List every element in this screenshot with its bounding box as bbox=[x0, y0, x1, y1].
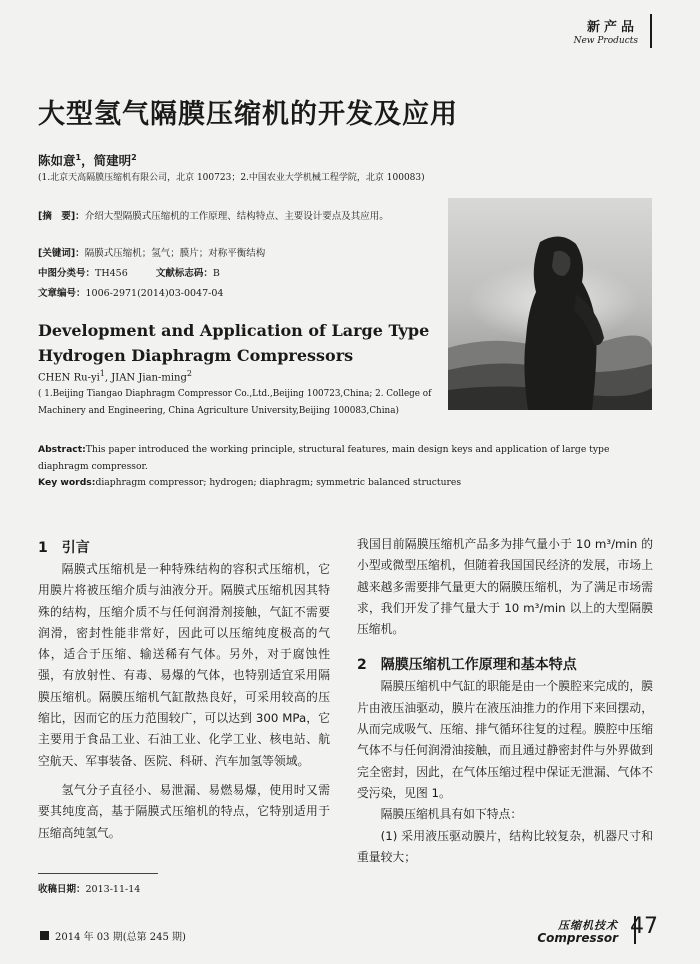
abstract-cn-text: 介绍大型隔膜式压缩机的工作原理、结构特点、主要设计要点及其应用。 bbox=[84, 211, 389, 222]
english-author-separator: , bbox=[104, 372, 112, 384]
section-1-title: 引言 bbox=[61, 540, 90, 556]
english-abstract-text: This paper introduced the working principle, structural features, main design keys and application of large type diaphragm compressor. bbox=[38, 444, 610, 472]
journal-logo-en: Compressor bbox=[537, 931, 618, 945]
section-2-number: 2 bbox=[357, 657, 367, 674]
author-separator: ， bbox=[81, 153, 94, 168]
clc-label: 中图分类号： bbox=[38, 268, 96, 279]
paragraph: 氢气分子直径小、易泄漏、易燃易爆，使用时又需要其纯度高，基于隔膜式压缩机的特点，它特别适用于压缩高纯氢气。 bbox=[38, 782, 330, 840]
section-header bbox=[574, 16, 638, 46]
section-name-en: New Products bbox=[573, 36, 638, 46]
author-1-mark: 1 bbox=[75, 152, 82, 162]
portrait-photo bbox=[448, 198, 652, 410]
received-date-label: 收稿日期： bbox=[38, 884, 86, 895]
classification-line bbox=[38, 265, 438, 279]
author-1: 陈如意 bbox=[38, 153, 76, 168]
english-affiliation: ( 1.Beijing Tiangao Diaphragm Compressor Co.,Ltd.,Beijing 100723,China; 2. College of Machinery and Engineering, China Agriculture University,Beijing 100083,China) bbox=[38, 389, 432, 416]
doc-code-value: B bbox=[212, 268, 220, 279]
paragraph: 隔膜压缩机具有如下特点： bbox=[380, 807, 523, 822]
clc-value: TH456 bbox=[95, 268, 128, 279]
paper-title: 大型氢气隔膜压缩机的开发及应用 bbox=[38, 99, 458, 130]
article-number-value: 1006-2971(2014)03-0047-04 bbox=[85, 288, 224, 299]
paragraph: 隔膜式压缩机是一种特殊结构的容积式压缩机，它用膜片将被压缩介质与油液分开。隔膜式压缩机因其特殊的结构，压缩介质不与任何润滑剂接触，气缸不需要润滑，密封性能非常好，因此可以压缩纯度极高的气体，适合于压缩、输送稀有气体。另外，对于腐蚀性强，有放射性、有毒、易爆的气体，也特别适宜采用隔膜压缩机。隔膜压缩机气缸散热良好，可采用较高的压缩比，因而它的压力范围较广，可以达到 300 MPa，它主要用于食品工业、石油工业、化学工业、核电站、航空航天、军事装备、医院、科研、汽车加氢等领域。 bbox=[38, 562, 330, 768]
english-authors bbox=[38, 369, 192, 383]
journal-logo-cn: 压缩机技术 bbox=[558, 919, 618, 932]
author-2-mark: 2 bbox=[131, 152, 137, 162]
footnote-rule bbox=[38, 873, 158, 874]
paragraph: 隔膜压缩机中气缸的职能是由一个膜腔来完成的，膜片由液压油驱动，膜片在液压油推力的作用下来回摆动，从而完成吸气、压缩、排气循环往复的过程。膜腔中压缩气体不与任何润滑油接触，而且通过静密封件与外界做到完全密封，因此，在气体压缩过程中保证无泄漏、气体不受污染，见图 1。 bbox=[357, 679, 653, 800]
doc-code-label: 文献标志码： bbox=[155, 268, 213, 279]
english-author-2: JIAN Jian-ming bbox=[111, 372, 187, 384]
issue-text: 2014 年 03 期(总第 245 期) bbox=[55, 932, 186, 943]
english-keywords bbox=[38, 475, 656, 492]
left-column bbox=[38, 537, 330, 844]
authors bbox=[38, 151, 137, 169]
black-square-icon bbox=[40, 931, 49, 940]
portrait-photo-graphic bbox=[448, 198, 652, 410]
received-date-value: 2013-11-14 bbox=[85, 884, 141, 895]
affiliation: (1.北京天高隔膜压缩机有限公司，北京 100723；2.中国农业大学机械工程学院，北京 100083) bbox=[38, 173, 425, 183]
author-2: 简建明 bbox=[93, 153, 132, 168]
keywords-cn-label: [关键词]： bbox=[38, 248, 85, 259]
section-2-heading bbox=[357, 654, 653, 674]
section-name-cn: 新产品 bbox=[586, 20, 638, 35]
english-author-1: CHEN Ru-yi bbox=[38, 372, 100, 384]
paragraph: (1) 采用液压驱动膜片，结构比较复杂，机器尺寸和重量较大； bbox=[357, 828, 653, 864]
section-1-heading bbox=[38, 537, 330, 557]
english-author-1-mark: 1 bbox=[99, 369, 105, 378]
english-keywords-text: diaphragm compressor; hydrogen; diaphragm; symmetric balanced structures bbox=[95, 477, 462, 488]
journal-logo bbox=[537, 917, 618, 945]
article-number-label: 文章编号： bbox=[38, 288, 86, 299]
abstract-cn bbox=[38, 208, 438, 226]
paragraph: 我国目前隔膜压缩机产品多为排气量小于 10 m³/min 的小型或微型压缩机，但随着我国国民经济的发展，市场上越来越多需要排气量更大的隔膜压缩机，为了满足市场需求，我们开发了排气量大于 10 m³/min 以上的大型隔膜压缩机。 bbox=[357, 537, 653, 637]
english-abstract-label: Abstract: bbox=[38, 444, 86, 455]
page-number: 47 bbox=[630, 914, 658, 939]
received-date bbox=[38, 881, 140, 895]
abstract-cn-label: [摘 要]： bbox=[38, 211, 85, 222]
english-abstract bbox=[38, 442, 656, 475]
english-author-2-mark: 2 bbox=[186, 369, 192, 378]
section-1-number: 1 bbox=[38, 540, 48, 556]
english-title: Development and Application of Large Type Hydrogen Diaphragm Compressors bbox=[38, 321, 430, 365]
keywords-cn bbox=[38, 245, 438, 259]
english-keywords-label: Key words: bbox=[38, 477, 96, 488]
right-column bbox=[357, 534, 653, 868]
issue-info bbox=[40, 928, 186, 943]
header-divider bbox=[650, 14, 652, 48]
english-abstract-block bbox=[38, 442, 656, 492]
keywords-cn-text: 隔膜式压缩机；氢气；膜片；对称平衡结构 bbox=[84, 248, 266, 259]
article-number-line bbox=[38, 285, 438, 299]
section-2-title: 隔膜压缩机工作原理和基本特点 bbox=[380, 657, 577, 674]
